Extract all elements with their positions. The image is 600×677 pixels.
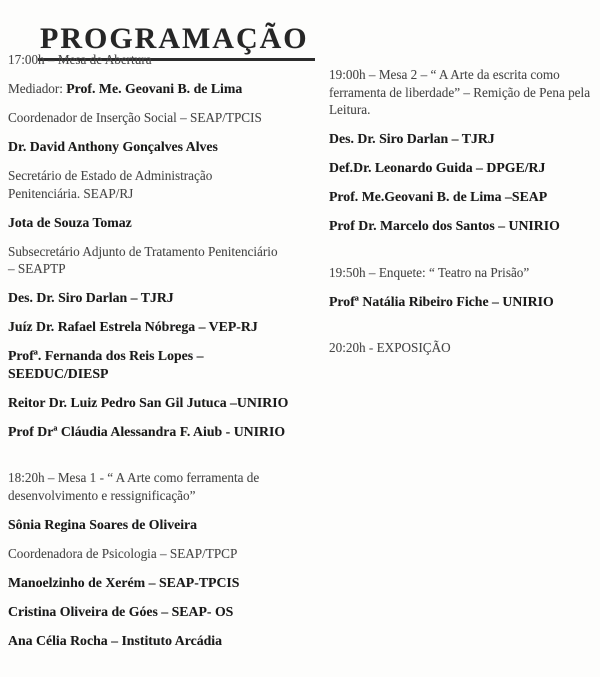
program-item bbox=[8, 109, 330, 127]
program-item-line: Des. Dr. Siro Darlan – TJRJ bbox=[8, 290, 174, 305]
program-item-line: 19:00h – Mesa 2 – “ A Arte da escrita como bbox=[329, 67, 560, 82]
program-item-line: SEEDUC/DIESP bbox=[8, 365, 109, 381]
program-item-line: Coordenador de Inserção Social – SEAP/TPCIS bbox=[8, 110, 262, 125]
program-item bbox=[8, 80, 330, 98]
program-item bbox=[329, 293, 595, 311]
program-item-line: Manoelzinho de Xerém – SEAP-TPCIS bbox=[8, 574, 240, 590]
program-item-line: Ana Célia Rocha – Instituto Arcádia bbox=[8, 632, 222, 648]
program-item bbox=[329, 217, 595, 235]
program-item-line: Profª Natália Ribeiro Fiche – UNIRIO bbox=[329, 293, 554, 309]
program-item bbox=[329, 264, 595, 282]
program-item bbox=[8, 423, 330, 441]
program-item bbox=[8, 394, 330, 412]
program-item-line: Dr. David Anthony Gonçalves Alves bbox=[8, 139, 218, 154]
program-item-line: Coordenadora de Psicologia – SEAP/TPCP bbox=[8, 545, 238, 561]
right-column bbox=[329, 66, 595, 368]
program-item-line: 19:50h – Enquete: “ Teatro na Prisão” bbox=[329, 264, 530, 280]
program-item bbox=[8, 167, 330, 202]
program-item bbox=[8, 516, 330, 534]
program-item-line: Cristina Oliveira de Góes – SEAP- OS bbox=[8, 603, 234, 619]
program-item bbox=[8, 632, 330, 650]
program-item-line: – SEAPTP bbox=[8, 261, 66, 276]
program-item-line: Reitor Dr. Luiz Pedro San Gil Jutuca –UNIRIO bbox=[8, 394, 289, 410]
program-item bbox=[329, 130, 595, 148]
program-item-line: 18:20h – Mesa 1 - “ A Arte como ferramenta de bbox=[8, 470, 260, 485]
program-item-line: ferramenta de liberdade” – Remição de Pena pela bbox=[329, 84, 591, 100]
program-item bbox=[8, 603, 330, 621]
left-column bbox=[8, 51, 330, 661]
item-main-text: Prof. Me. Geovani B. de Lima bbox=[66, 81, 243, 96]
item-prefix: Mediador: bbox=[8, 81, 67, 96]
program-item bbox=[8, 545, 330, 563]
program-item-line: Penitenciária. SEAP/RJ bbox=[8, 185, 134, 201]
program-item bbox=[8, 51, 330, 69]
program-item bbox=[8, 214, 330, 232]
program-item-line: Sônia Regina Soares de Oliveira bbox=[8, 516, 198, 532]
program-item-line: 17:00h – Mesa de Abertura bbox=[8, 52, 152, 67]
program-item-line: Jota de Souza Tomaz bbox=[8, 214, 132, 230]
program-item bbox=[329, 188, 595, 206]
program-item-line: Subsecretário Adjunto de Tratamento Penitenciário bbox=[8, 243, 278, 259]
program-item bbox=[8, 138, 330, 156]
program-item bbox=[8, 469, 330, 504]
program-item bbox=[329, 66, 595, 119]
program-item-line bbox=[8, 80, 330, 98]
program-item-line: Prof. Me.Geovani B. de Lima –SEAP bbox=[329, 189, 548, 204]
program-item-line: Leitura. bbox=[329, 102, 371, 117]
program-item bbox=[8, 574, 330, 592]
program-item bbox=[329, 159, 595, 177]
program-item-line: Juíz Dr. Rafael Estrela Nóbrega – VEP-RJ bbox=[8, 319, 258, 334]
program-item bbox=[8, 289, 330, 307]
page-title: PROGRAMAÇÃO bbox=[38, 22, 315, 61]
program-item bbox=[8, 347, 330, 382]
program-item-line: Def.Dr. Leonardo Guida – DPGE/RJ bbox=[329, 160, 546, 175]
program-item-line: Profª. Fernanda dos Reis Lopes – bbox=[8, 348, 204, 363]
program-item bbox=[8, 243, 330, 278]
program-item-line: Secretário de Estado de Administração bbox=[8, 168, 213, 183]
program-item-line: desenvolvimento e ressignificação” bbox=[8, 487, 196, 503]
program-item-line: Prof Drª Cláudia Alessandra F. Aiub - UNIRIO bbox=[8, 423, 286, 439]
program-item-line: 20:20h - EXPOSIÇÃO bbox=[329, 340, 451, 355]
program-item-line: Des. Dr. Siro Darlan – TJRJ bbox=[329, 131, 495, 146]
program-item bbox=[329, 339, 595, 357]
program-item bbox=[8, 318, 330, 336]
program-item-line: Prof Dr. Marcelo dos Santos – UNIRIO bbox=[329, 218, 560, 233]
